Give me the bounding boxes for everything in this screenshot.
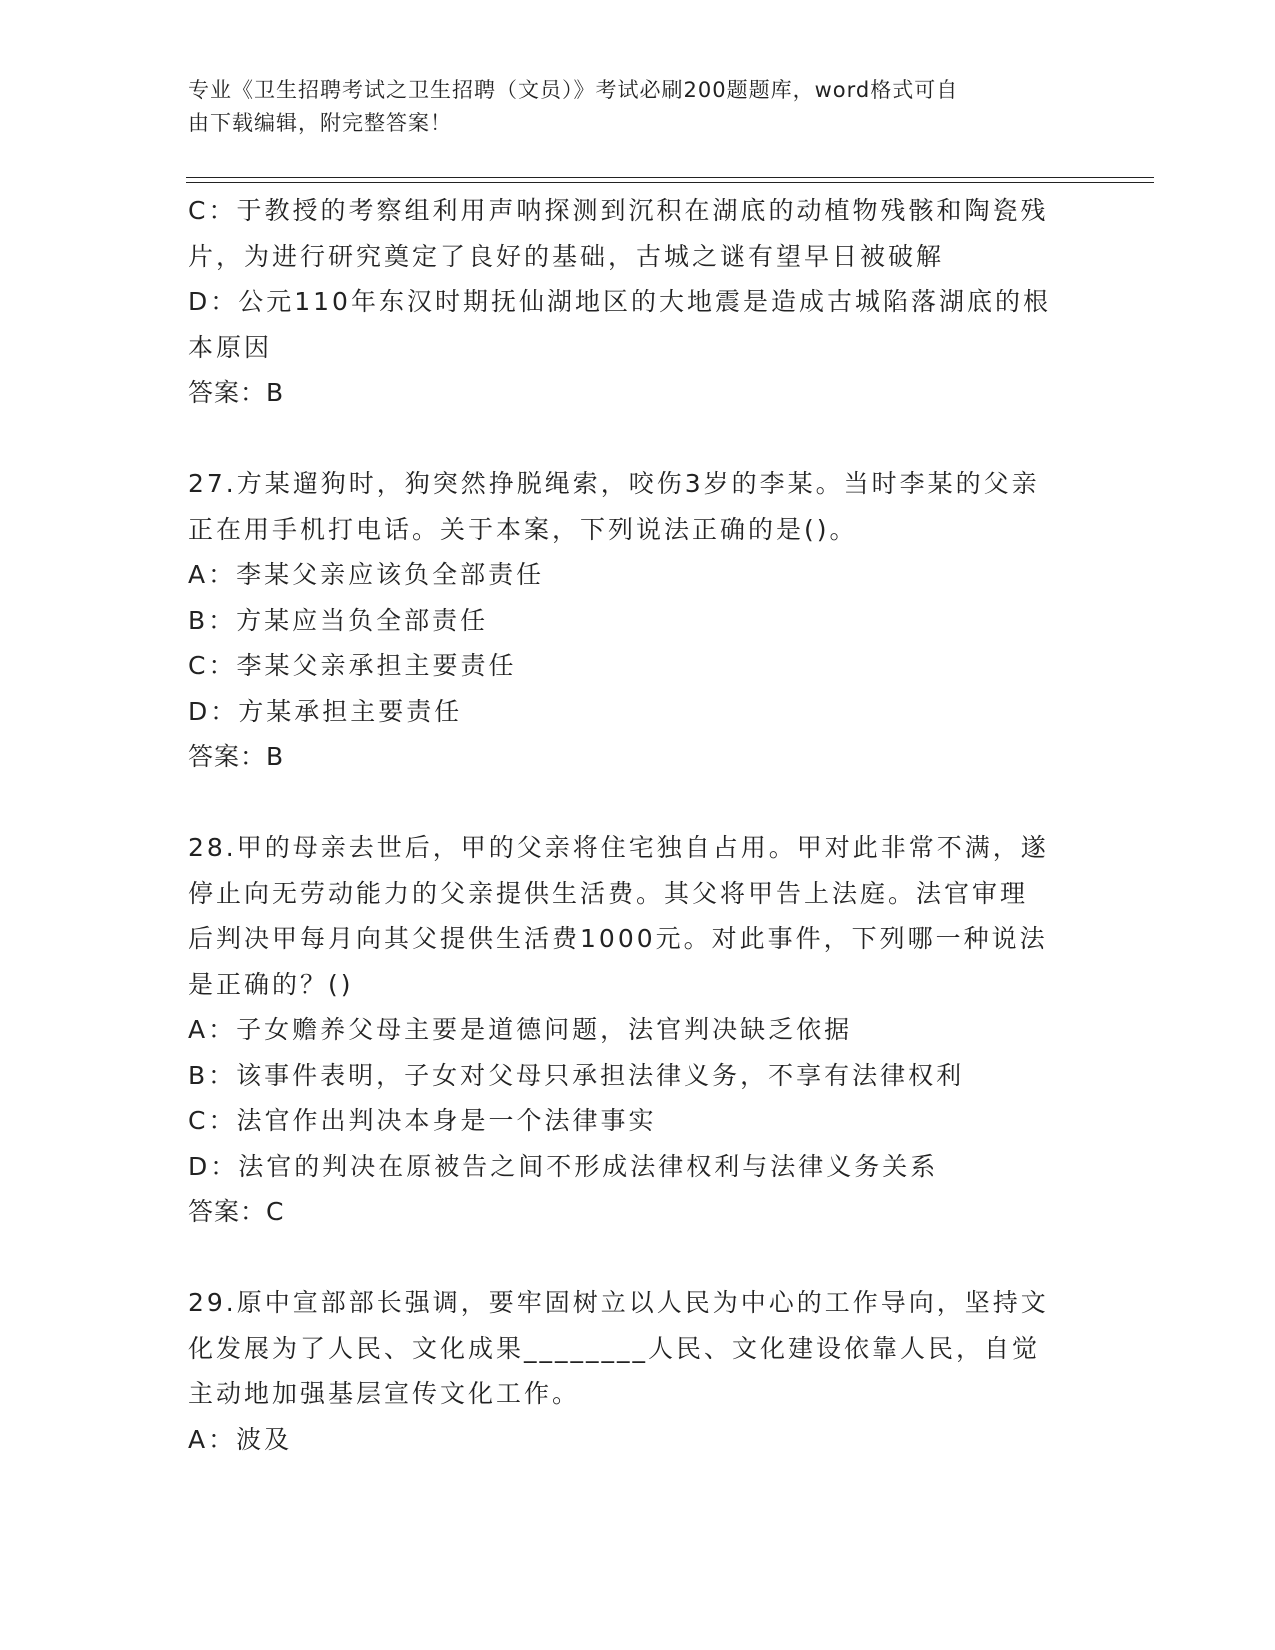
q27-option-b: B：方某应当负全部责任 [188, 605, 489, 635]
q28-stem-line-4: 是正确的？() [188, 969, 354, 999]
q28-option-a: A：子女赡养父母主要是道德问题，法官判决缺乏依据 [188, 1015, 853, 1044]
question-27 [188, 461, 1088, 780]
q27-stem-line-2: 正在用手机打电话。关于本案，下列说法正确的是()。 [188, 514, 858, 544]
header-rule-bottom [186, 182, 1154, 183]
q27-answer: 答案：B [188, 742, 285, 771]
spacer [188, 780, 1088, 826]
header-title-line-2: 由下载编辑，附完整答案！ [188, 111, 452, 135]
q26-option-c-line-1: C：于教授的考察组利用声呐探测到沉积在湖底的动植物残骸和陶瓷残 [188, 196, 1049, 225]
q28-stem-line-1: 28.甲的母亲去世后，甲的父亲将住宅独自占用。甲对此非常不满，遂 [188, 833, 1049, 862]
q26-answer: 答案：B [188, 378, 285, 407]
header-title-line-1: 专业《卫生招聘考试之卫生招聘（文员）》考试必刷200题题库，word格式可自 [188, 78, 959, 102]
spacer [188, 1235, 1088, 1281]
q26-option-c-line-2: 片，为进行研究奠定了良好的基础，古城之谜有望早日被破解 [188, 241, 945, 271]
q27-stem-line-1: 27.方某遛狗时，狗突然挣脱绳索，咬伤3岁的李某。当时李某的父亲 [188, 469, 1040, 498]
q29-stem-line-3: 主动地加强基层宣传文化工作。 [188, 1379, 581, 1408]
q27-option-a: A：李某父亲应该负全部责任 [188, 560, 545, 589]
header-rule-top [186, 177, 1154, 178]
question-26-tail [188, 188, 1088, 416]
spacer [188, 416, 1088, 462]
q28-stem-line-2: 停止向无劳动能力的父亲提供生活费。其父将甲告上法庭。法官审理 [188, 878, 1029, 908]
q27-option-c: C：李某父亲承担主要责任 [188, 651, 517, 680]
page-header [188, 74, 1068, 140]
q26-option-d-line-1: D：公元110年东汉时期抚仙湖地区的大地震是造成古城陷落湖底的根 [188, 287, 1051, 316]
q28-answer: 答案：C [188, 1197, 285, 1226]
q27-option-d: D：方某承担主要责任 [188, 696, 463, 726]
q28-option-b: B：该事件表明，子女对父母只承担法律义务，不享有法律权利 [188, 1060, 965, 1090]
question-28 [188, 825, 1088, 1235]
question-content [188, 188, 1088, 1462]
q29-option-a: A：波及 [188, 1424, 293, 1454]
q26-option-d-line-2: 本原因 [188, 332, 273, 362]
q28-stem-line-3: 后判决甲每月向其父提供生活费1000元。对此事件，下列哪一种说法 [188, 924, 1048, 953]
question-29 [188, 1280, 1088, 1462]
q28-option-d: D：法官的判决在原被告之间不形成法律权利与法律义务关系 [188, 1151, 939, 1181]
q29-stem-line-1: 29.原中宣部部长强调，要牢固树立以人民为中心的工作导向，坚持文 [188, 1288, 1049, 1317]
q28-option-c: C：法官作出判决本身是一个法律事实 [188, 1106, 657, 1135]
q29-stem-line-2: 化发展为了人民、文化成果________人民、文化建设依靠人民，自觉 [188, 1333, 1041, 1363]
